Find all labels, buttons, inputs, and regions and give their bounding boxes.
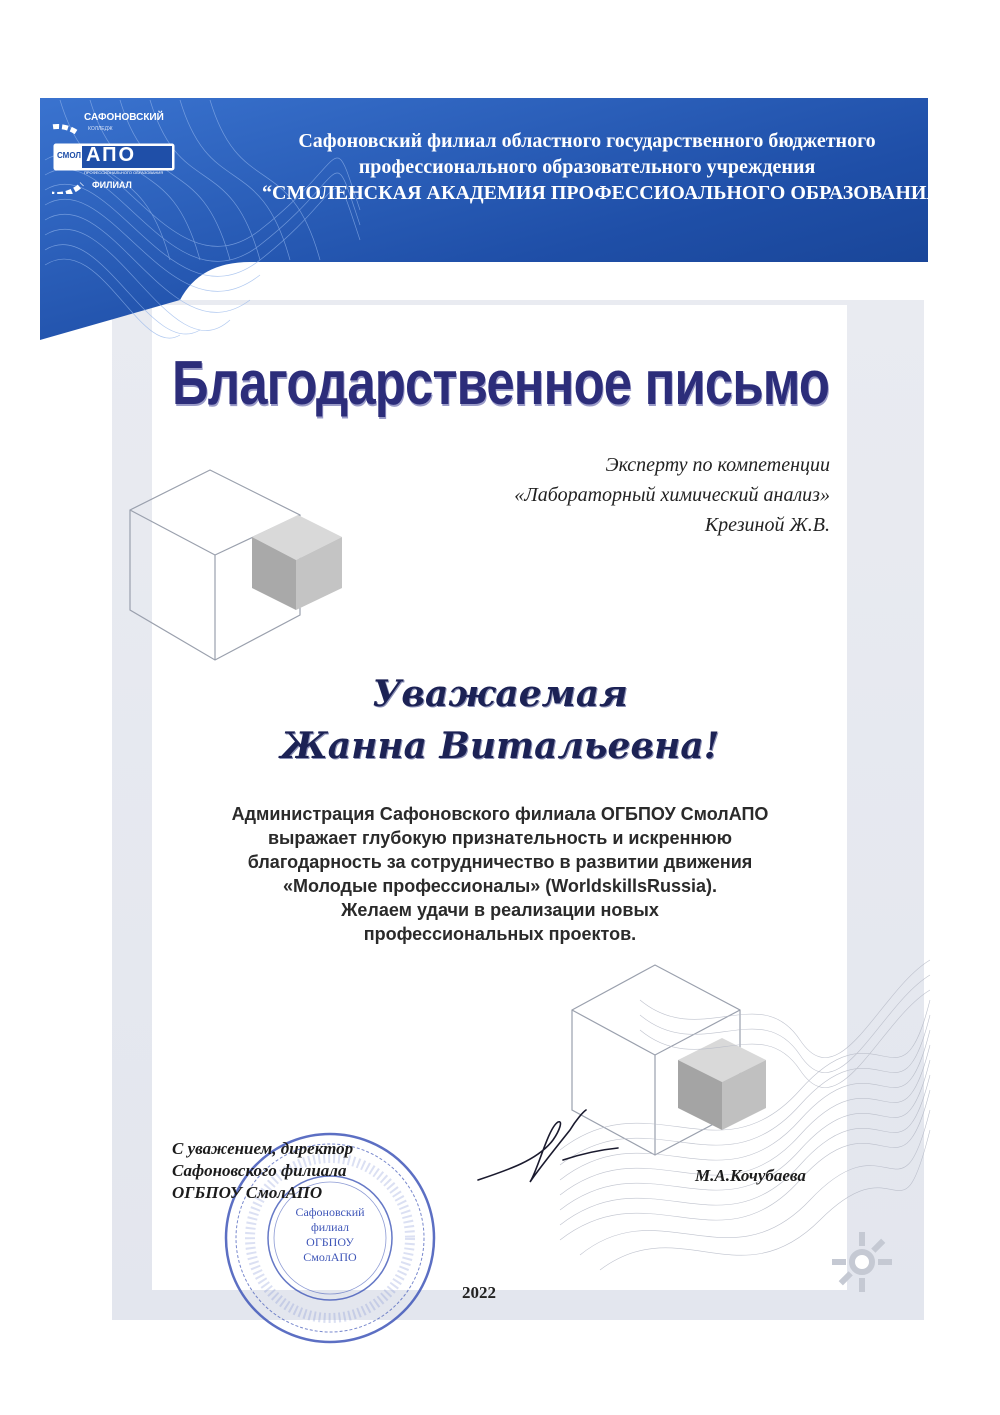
handwritten-signature — [468, 1100, 628, 1200]
signature-line-3: ОГБПОУ СмолАПО — [172, 1183, 323, 1202]
logo-tagline: ПРОФЕССИОНАЛЬНОГО ОБРАЗОВАНИЯ — [84, 170, 164, 175]
signature-block — [172, 1138, 353, 1204]
logo-top-text: САФОНОВСКИЙ — [84, 112, 164, 123]
header-line-1: Сафоновский филиал областного государственного бюджетного — [298, 130, 876, 152]
director-name: М.А.Кочубаева — [695, 1166, 806, 1185]
stamp-line-4: СмолАПО — [303, 1250, 357, 1264]
body-line-5: Желаем удачи в реализации новых — [341, 900, 659, 920]
recipient-block — [514, 450, 830, 540]
logo-small-text: СМОЛ — [57, 151, 81, 160]
stamp-line-3: ОГБПОУ — [306, 1235, 354, 1249]
body-line-3: благодарность за сотрудничество в развитии движения — [247, 852, 753, 872]
recipient-line-1: Эксперту по компетенции — [605, 454, 830, 476]
body-line-2: выражает глубокую признательность и искреннюю — [267, 828, 733, 848]
logo-sub-text: КОЛЛЕДЖ — [88, 126, 113, 132]
stamp-center-text — [272, 1205, 388, 1265]
header-line-2: профессионального образовательного учреждения — [358, 156, 816, 178]
logo-bottom-text: ФИЛИАЛ — [92, 180, 132, 190]
letter-body — [150, 802, 850, 946]
recipient-line-3: Крезиной Ж.В. — [704, 514, 830, 536]
year: 2022 — [462, 1283, 496, 1302]
body-line-1: Администрация Сафоновского филиала ОГБПОУ СмолАПО — [231, 804, 769, 824]
body-line-4: «Молодые профессионалы» (WorldskillsRussia). — [283, 876, 717, 896]
greeting-line-1: Уважаемая — [372, 673, 628, 715]
header-line-3: “СМОЛЕНСКАЯ АКАДЕМИЯ ПРОФЕССИОАЛЬНОГО ОБРАЗОВАНИЯ” — [262, 182, 951, 204]
signature-line-2: Сафоновского филиала — [172, 1161, 347, 1180]
greeting-line-2: Жанна Витальевна! — [280, 725, 720, 767]
logo-main-text: АПО — [86, 144, 137, 166]
signature-line-1: С уважением, директор — [172, 1139, 354, 1158]
institution-header — [262, 128, 951, 206]
document-title: Благодарственное письмо — [172, 349, 830, 418]
body-line-6: профессиональных проектов. — [363, 924, 637, 944]
stamp-line-2: филиал — [310, 1220, 350, 1234]
stamp-line-1: Сафоновский — [295, 1205, 365, 1219]
greeting — [200, 668, 800, 772]
recipient-line-2: «Лабораторный химический анализ» — [514, 484, 830, 506]
